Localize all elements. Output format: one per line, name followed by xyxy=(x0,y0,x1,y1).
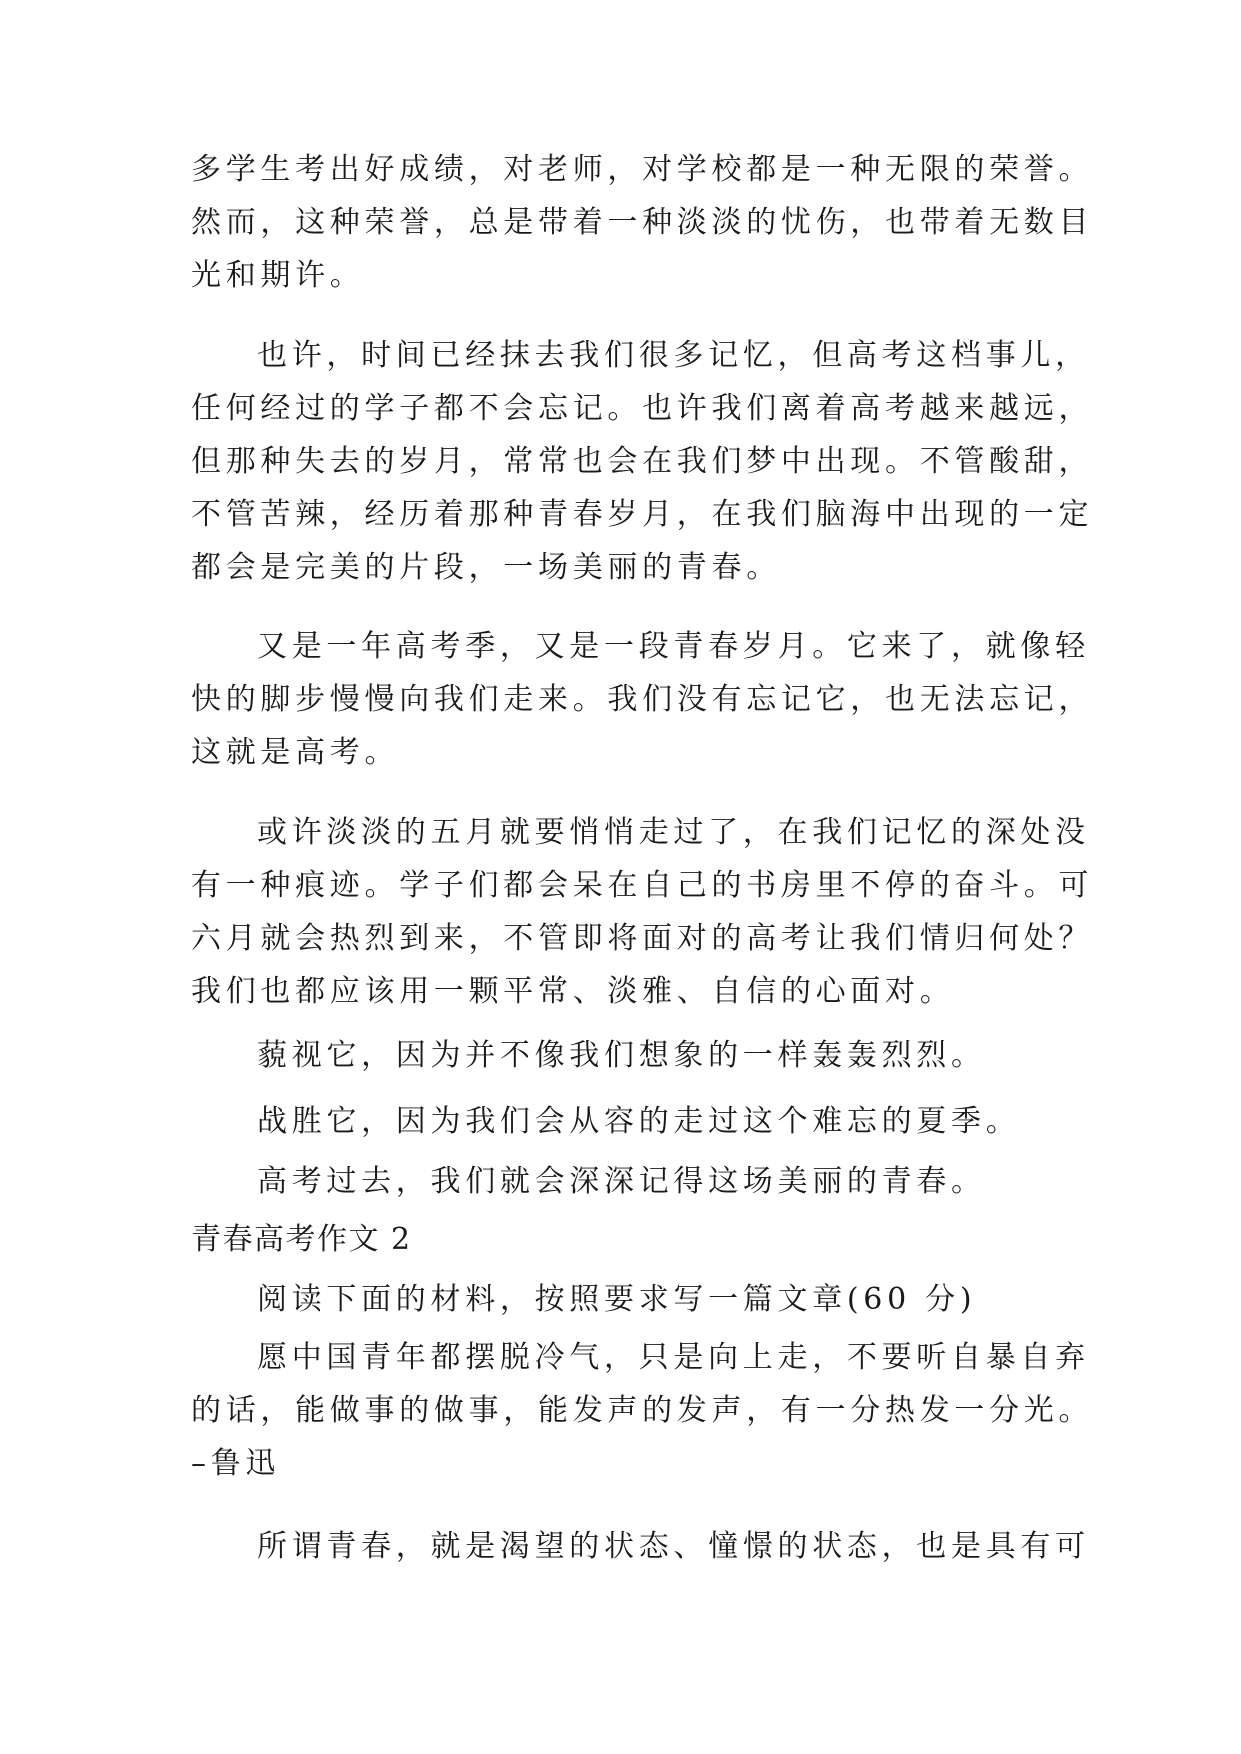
paragraph-4-line-1: 或许淡淡的五月就要悄悄走过了，在我们记忆的深处没 xyxy=(257,815,1090,850)
paragraph-5-line-1: 藐视它，因为并不像我们想象的一样轰轰烈烈。 xyxy=(257,1038,986,1073)
paragraph-2-line-3: 但那种失去的岁月，常常也会在我们梦中出现。不管酸甜， xyxy=(191,444,1094,479)
paragraph-3-line-1: 又是一年高考季，又是一段青春岁月。它来了，就像轻 xyxy=(257,629,1090,664)
paragraph-1-line-3: 光和期许。 xyxy=(191,258,365,293)
paragraph-2-line-5: 都会是完美的片段，一场美丽的青春。 xyxy=(191,550,781,585)
paragraph-1-line-2: 然而，这种荣誉，总是带着一种淡淡的忧伤，也带着无数目 xyxy=(191,205,1094,240)
quote-line-2: 的话，能做事的做事，能发声的发声，有一分热发一分光。 xyxy=(191,1393,1094,1428)
paragraph-2-line-2: 任何经过的学子都不会忘记。也许我们离着高考越来越远， xyxy=(191,391,1094,426)
paragraph-4-line-3: 六月就会热烈到来，不管即将面对的高考让我们情归何处？ xyxy=(191,921,1094,956)
paragraph-7-line-1: 高考过去，我们就会深深记得这场美丽的青春。 xyxy=(257,1164,986,1199)
prompt-line-1: 阅读下面的材料，按照要求写一篇文章(60 分) xyxy=(257,1282,977,1317)
paragraph-3-line-2: 快的脚步慢慢向我们走来。我们没有忘记它，也无法忘记， xyxy=(191,682,1094,717)
paragraph-3-line-3: 这就是高考。 xyxy=(191,735,400,770)
section-heading: 青春高考作文 2 xyxy=(191,1222,412,1257)
quote-line-1: 愿中国青年都摆脱冷气，只是向上走，不要听自暴自弃 xyxy=(257,1340,1090,1375)
paragraph-2-line-1: 也许，时间已经抹去我们很多记忆，但高考这档事儿， xyxy=(257,338,1090,373)
paragraph-6-line-1: 战胜它，因为我们会从容的走过这个难忘的夏季。 xyxy=(257,1104,1021,1139)
paragraph-8-line-1: 所谓青春，就是渴望的状态、憧憬的状态，也是具有可 xyxy=(257,1529,1090,1564)
paragraph-2-line-4: 不管苦辣，经历着那种青春岁月，在我们脑海中出现的一定 xyxy=(191,497,1094,532)
paragraph-4-line-4: 我们也都应该用一颗平常、淡雅、自信的心面对。 xyxy=(191,974,955,1009)
paragraph-1-line-1: 多学生考出好成绩，对老师，对学校都是一种无限的荣誉。 xyxy=(191,152,1094,187)
paragraph-4-line-2: 有一种痕迹。学子们都会呆在自己的书房里不停的奋斗。可 xyxy=(191,868,1094,903)
quote-attribution: –鲁迅 xyxy=(191,1446,281,1481)
